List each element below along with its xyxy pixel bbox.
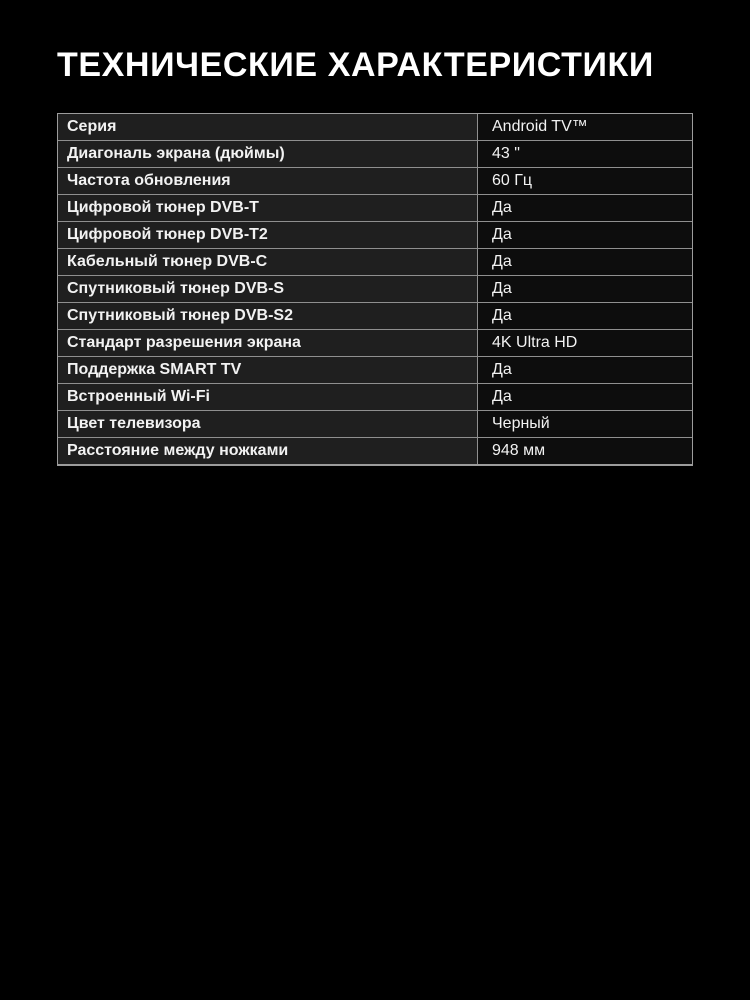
spec-label: Кабельный тюнер DVB-C xyxy=(58,249,478,275)
spec-value: Да xyxy=(478,276,692,302)
spec-row xyxy=(58,249,692,276)
spec-label: Цифровой тюнер DVB-T xyxy=(58,195,478,221)
spec-row xyxy=(58,195,692,222)
spec-row xyxy=(58,330,692,357)
spec-label: Спутниковый тюнер DVB-S2 xyxy=(58,303,478,329)
spec-row xyxy=(58,303,692,330)
spec-row xyxy=(58,357,692,384)
spec-label: Встроенный Wi-Fi xyxy=(58,384,478,410)
spec-label: Поддержка SMART TV xyxy=(58,357,478,383)
spec-value: Android TV™ xyxy=(478,114,692,140)
spec-row xyxy=(58,276,692,303)
spec-label: Диагональ экрана (дюймы) xyxy=(58,141,478,167)
spec-label: Цвет телевизора xyxy=(58,411,478,437)
spec-label: Серия xyxy=(58,114,478,140)
spec-row xyxy=(58,411,692,438)
spec-value: Да xyxy=(478,357,692,383)
spec-label: Спутниковый тюнер DVB-S xyxy=(58,276,478,302)
spec-value: 43 " xyxy=(478,141,692,167)
spec-value: 948 мм xyxy=(478,438,692,464)
spec-row xyxy=(58,141,692,168)
spec-value: Черный xyxy=(478,411,692,437)
spec-label: Расстояние между ножками xyxy=(58,438,478,464)
spec-value: Да xyxy=(478,195,692,221)
spec-row xyxy=(58,168,692,195)
spec-row xyxy=(58,384,692,411)
spec-value: Да xyxy=(478,222,692,248)
spec-value: Да xyxy=(478,384,692,410)
spec-label: Цифровой тюнер DVB-T2 xyxy=(58,222,478,248)
spec-row xyxy=(58,114,692,141)
spec-label: Стандарт разрешения экрана xyxy=(58,330,478,356)
spec-row xyxy=(58,438,692,464)
spec-value: 4K Ultra HD xyxy=(478,330,692,356)
spec-row xyxy=(58,222,692,249)
spec-label: Частота обновления xyxy=(58,168,478,194)
spec-value: Да xyxy=(478,249,692,275)
specs-table xyxy=(57,113,693,466)
specs-section xyxy=(0,0,750,466)
page-title: ТЕХНИЧЕСКИЕ ХАРАКТЕРИСТИКИ xyxy=(57,46,654,84)
spec-value: Да xyxy=(478,303,692,329)
spec-value: 60 Гц xyxy=(478,168,692,194)
